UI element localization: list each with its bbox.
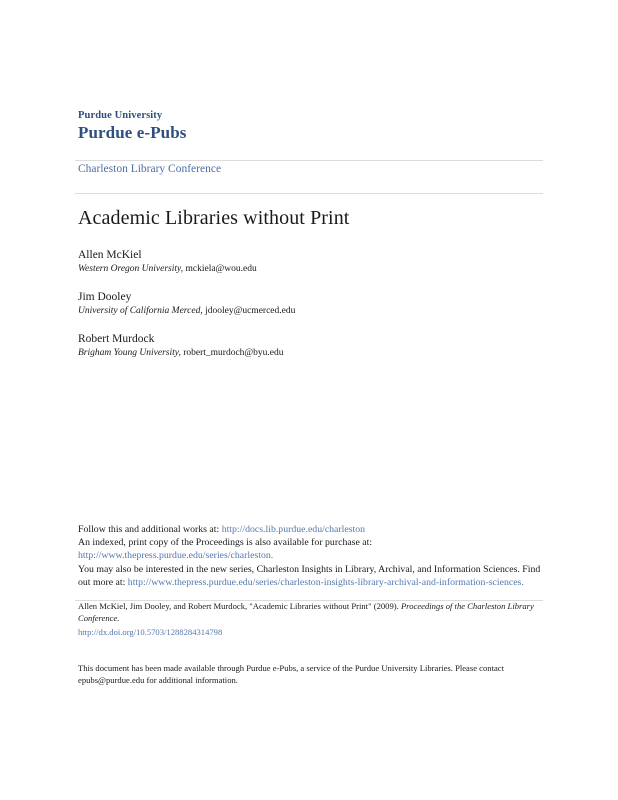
follow-line-1-text: Follow this and additional works at:	[78, 524, 222, 535]
charleston-insights-link[interactable]: http://www.thepress.purdue.edu/series/charleston-insights-library-archival-and-information-sciences.	[127, 576, 524, 588]
author-email[interactable]: robert_murdoch@byu.edu	[183, 348, 284, 358]
author-affiliation-text: Brigham Young University,	[78, 348, 184, 358]
purdue-press-series-link[interactable]: http://www.thepress.purdue.edu/series/charleston.	[78, 550, 274, 562]
citation-doi-link[interactable]: http://dx.doi.org/10.5703/1288284314798	[78, 627, 223, 638]
author-name: Jim Dooley	[78, 291, 132, 303]
author-list	[78, 248, 538, 360]
divider-below-series	[75, 193, 543, 194]
author-affiliation-text: University of California Merced,	[78, 306, 206, 316]
author-email[interactable]: mckiela@wou.edu	[185, 264, 257, 274]
series-label: Charleston Library Conference	[78, 163, 222, 175]
masthead-university-name: Purdue University	[78, 110, 163, 121]
follow-line-1	[78, 523, 542, 536]
divider-above-series	[75, 160, 543, 161]
author-entry	[78, 332, 538, 360]
series-link[interactable]	[78, 162, 221, 176]
author-affiliation	[78, 305, 538, 318]
citation-proceedings: Proceedings of the Charleston Library Conference.	[78, 601, 534, 623]
repository-disclaimer: This document has been made available through Purdue e-Pubs, a service of the Purdue University Libraries. Please contact epubs@purdue.edu for additional information.	[78, 663, 504, 685]
follow-line-3	[78, 563, 542, 589]
charleston-repository-link[interactable]: http://docs.lib.purdue.edu/charleston	[221, 524, 366, 535]
recommended-citation	[78, 601, 542, 639]
author-entry	[78, 248, 538, 276]
author-name: Robert Murdock	[78, 333, 155, 345]
author-name: Allen McKiel	[78, 249, 142, 261]
follow-line-2	[78, 536, 542, 562]
author-affiliation-text: Western Oregon University,	[78, 264, 186, 274]
author-affiliation	[78, 263, 538, 276]
author-affiliation	[78, 347, 538, 360]
page-title: Academic Libraries without Print	[78, 207, 350, 229]
author-email[interactable]: jdooley@ucmerced.edu	[205, 306, 296, 316]
follow-links-block	[78, 523, 542, 589]
author-entry	[78, 290, 538, 318]
citation-authors-and-title: Allen McKiel, Jim Dooley, and Robert Murdock, "Academic Libraries without Print" (2009).	[78, 601, 401, 611]
follow-line-2-text: An indexed, print copy of the Proceedings is also available for purchase at:	[78, 537, 373, 549]
follow-line-3-text: You may also be interested in the new series, Charleston Insights in Library, Archival, and Information Sciences. Find out more at:	[78, 563, 541, 588]
masthead-logo[interactable]	[78, 110, 544, 143]
masthead-repository-name: Purdue e-Pubs	[78, 123, 187, 142]
